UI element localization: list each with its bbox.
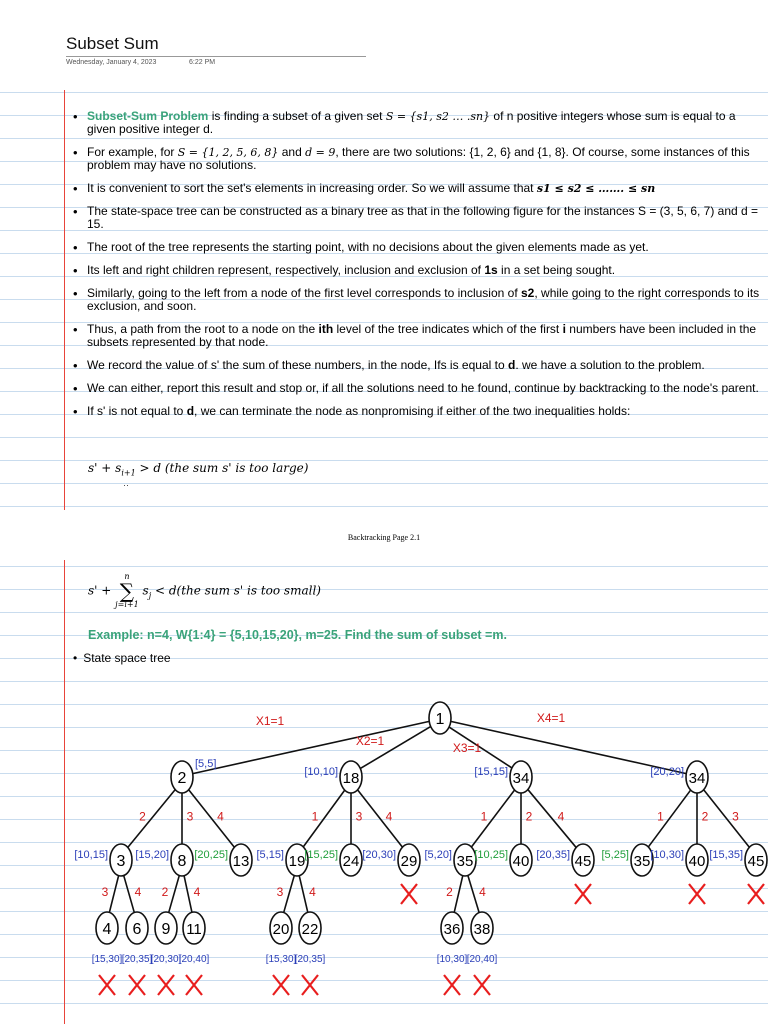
- node-range: [15,15]: [474, 766, 508, 778]
- tree-edge: [299, 875, 308, 913]
- edge-label: 2: [161, 885, 169, 899]
- formula-too-small: [88, 572, 321, 610]
- bullet-text: The state-space tree can be constructed as a binary tree as that in the following figure for the instances S = (3, 5, 6, 7) and d = 15.: [87, 204, 759, 231]
- formula-text: s' + s: [88, 461, 122, 475]
- tree-edge: [303, 790, 345, 848]
- formula-too-large: [88, 461, 308, 477]
- bullet-text: level of the tree indicates which of the first: [333, 322, 563, 336]
- tree-edge: [128, 789, 176, 848]
- bullet-text: of n positive integers whose sum is equal to a given positive integer d.: [87, 109, 736, 136]
- node-label: 34: [512, 770, 530, 787]
- tree-edge: [188, 789, 234, 847]
- bullet-text: Its left and right children represent, respectively, inclusion and exclusion of: [87, 263, 485, 277]
- bullet-item: [73, 405, 763, 418]
- node-range: [5,20]: [424, 849, 452, 861]
- node-range: [20,35]: [536, 849, 570, 861]
- bullet-list: [73, 110, 763, 428]
- bullet-text: We can either, report this result and stop or, if all the solutions need to he found, continue by backtracking to the node's parent.: [87, 381, 759, 395]
- bullet-item: [73, 182, 763, 195]
- bullet-item: [73, 359, 763, 372]
- node-label: 34: [688, 770, 706, 787]
- bullet-item: [73, 110, 763, 136]
- node-range: [20,30]: [150, 954, 182, 965]
- node-range: [15,25]: [304, 849, 338, 861]
- node-label: 22: [301, 921, 319, 938]
- edge-label: 4: [309, 885, 316, 899]
- bold-term: d: [186, 404, 195, 418]
- node-range: [20,40]: [178, 954, 210, 965]
- edge-label: 3: [732, 809, 739, 824]
- tree-edge: [109, 875, 119, 913]
- tree-edge: [169, 875, 180, 913]
- formula-text: s' +: [88, 583, 116, 598]
- tree-edge: [284, 875, 295, 913]
- page-title: Subset Sum: [66, 34, 159, 53]
- node-label: 6: [132, 921, 142, 938]
- node-range: [10,15]: [74, 849, 108, 861]
- edge-label: 2: [446, 885, 453, 899]
- math-inline: S = {1, 2, 5, 6, 8}: [177, 146, 279, 159]
- node-label: 13: [232, 853, 250, 870]
- node-label: 35: [456, 853, 474, 870]
- formula-subscript: i+1: [121, 468, 136, 478]
- node-label: 1: [435, 711, 445, 728]
- bullet-text: The root of the tree represents the starting point, with no decisions about the given elements made as yet.: [87, 240, 649, 254]
- summation: [115, 572, 139, 610]
- bullet-text: numbers have been included in the subsets represented by that node.: [87, 322, 757, 349]
- state-space-label: • State space tree: [73, 651, 171, 665]
- bold-term: ith: [318, 322, 334, 336]
- tree-edge: [525, 789, 577, 848]
- sum-lower-limit: j=i+1: [115, 600, 139, 609]
- bullet-text: , we can terminate the node as nonpromising if either of the two inequalities holds:: [194, 404, 631, 418]
- branch-label: X3=1: [452, 741, 482, 755]
- node-label: 40: [512, 853, 530, 870]
- branch-label: X1=1: [255, 714, 285, 728]
- edge-label: 4: [385, 809, 393, 824]
- sum-upper-limit: n: [124, 572, 130, 581]
- bullet-item: [73, 287, 763, 313]
- node-range: [10,30]: [650, 849, 684, 861]
- node-range: [5,25]: [601, 849, 629, 861]
- node-label: 35: [633, 853, 651, 870]
- bold-term: d: [507, 358, 516, 372]
- edge-label: 2: [701, 809, 709, 824]
- node-range: [10,30]: [436, 954, 468, 965]
- node-label: 45: [747, 853, 765, 870]
- node-label: 20: [272, 921, 290, 938]
- edge-label: 2: [139, 809, 146, 824]
- tree-edge: [703, 789, 749, 847]
- bullet-text: Similarly, going to the left from a node of the first level corresponds to inclusion of: [87, 286, 521, 300]
- node-range: [20,20]: [650, 766, 684, 778]
- page-date: Wednesday, January 4, 2023: [66, 59, 157, 66]
- bullet-text: For example, for: [87, 145, 178, 159]
- formula-text: s: [142, 583, 149, 598]
- example-heading: Example: n=4, W{1:4} = {5,10,15,20}, m=25. Find the sum of subset =m.: [88, 628, 507, 642]
- ruled-line: [0, 506, 768, 507]
- bullet-text: Thus, a path from the root to a node on the: [87, 322, 319, 336]
- bold-term: 1s: [484, 263, 498, 277]
- node-label: 24: [342, 853, 360, 870]
- ruled-line: [0, 681, 768, 682]
- sigma-symbol: ∑: [119, 579, 135, 603]
- edge-label: 4: [134, 885, 142, 899]
- node-range: [20,30]: [362, 849, 396, 861]
- bullet-text: and: [278, 145, 306, 159]
- node-label: 8: [177, 853, 187, 870]
- node-range: [5,15]: [256, 849, 284, 861]
- tree-edge: [357, 789, 402, 847]
- node-range: [20,35]: [294, 954, 326, 965]
- edge-label: 4: [217, 809, 224, 824]
- node-range: [20,35]: [121, 954, 153, 965]
- node-label: 3: [116, 853, 126, 870]
- margin-line-top: [64, 90, 65, 510]
- node-range: [15,30]: [265, 954, 297, 965]
- node-range: [20,25]: [194, 849, 228, 861]
- bullet-item: [73, 146, 763, 172]
- ruled-line: [0, 483, 768, 484]
- bullet-text: is finding a subset of a given set: [208, 109, 386, 123]
- node-label: 45: [574, 853, 592, 870]
- state-space-tree: [0, 690, 768, 1020]
- node-label: 9: [161, 921, 171, 938]
- bullet-text: If s' is not equal to: [87, 404, 187, 418]
- tree-edge: [471, 790, 515, 848]
- edge-label: 3: [186, 809, 194, 824]
- bullet-item: [73, 323, 763, 349]
- edge-label: 1: [480, 809, 488, 824]
- tree-edge: [648, 790, 691, 848]
- branch-label: X4=1: [536, 711, 566, 725]
- edge-label: 4: [557, 809, 565, 824]
- title-underline: [66, 56, 366, 57]
- node-range: [15,30]: [91, 954, 123, 965]
- node-range: [15,20]: [135, 849, 169, 861]
- ruled-line: [0, 92, 768, 93]
- bold-term: s2: [521, 286, 535, 300]
- node-label: 2: [177, 770, 187, 787]
- bullet-text: , there are two solutions: {1, 2, 6} and {1, 8}. Of course, some instances of this problem may have no solutions.: [87, 145, 750, 172]
- node-label: 36: [443, 921, 461, 938]
- bullet-item: [73, 264, 763, 277]
- node-range: [15,35]: [709, 849, 743, 861]
- math-inline: s1 ≤ s2 ≤ ……. ≤ sn: [536, 182, 656, 195]
- tree-edge: [468, 875, 480, 914]
- bullet-text: , while going to the right corresponds to its exclusion, and soon.: [87, 286, 760, 313]
- page-time: 6:22 PM: [189, 59, 216, 66]
- node-range: [20,40]: [466, 954, 498, 965]
- math-inline: d = 9: [305, 146, 336, 159]
- branch-label: X2=1: [355, 734, 385, 748]
- bullet-text: . we have a solution to the problem.: [515, 358, 705, 372]
- bullet-text: It is convenient to sort the set's elements in increasing order. So we will assume that: [87, 181, 537, 195]
- edge-label: 4: [193, 885, 201, 899]
- node-label: 4: [102, 921, 112, 938]
- edge-label: 4: [479, 885, 486, 899]
- edge-label: 1: [311, 809, 319, 824]
- node-label: 40: [688, 853, 706, 870]
- edge-label: 3: [355, 809, 363, 824]
- bold-term: i: [562, 322, 566, 336]
- bullet-item: [73, 205, 763, 231]
- node-label: 38: [473, 921, 491, 938]
- bullet-item: [73, 241, 763, 254]
- bullet-text: in a set being sought.: [497, 263, 616, 277]
- bullet-item: [73, 382, 763, 395]
- ruled-line: [0, 437, 768, 438]
- term-highlight: Subset-Sum Problem: [87, 109, 209, 123]
- node-range: [10,25]: [474, 849, 508, 861]
- math-inline: S = {s1, s2 … .sn}: [385, 110, 491, 123]
- ruled-line: [0, 566, 768, 567]
- edge-label: 1: [657, 809, 664, 824]
- node-range: [5,5]: [195, 758, 217, 770]
- page-footer: Backtracking Page 2.1: [347, 533, 421, 542]
- formula-text: < d(the sum s' is too small): [151, 583, 321, 598]
- formula-ellipsis: ‥: [123, 478, 130, 488]
- tree-edge: [184, 875, 192, 913]
- ruled-line: [0, 612, 768, 613]
- tree-edge: [454, 875, 463, 913]
- node-label: 19: [288, 853, 306, 870]
- node-label: 18: [342, 770, 360, 787]
- formula-text: > d (the sum s' is too large): [135, 461, 309, 475]
- formula-subscript: j: [148, 590, 152, 600]
- bullet-text: We record the value of s' the sum of these numbers, in the node, Ifs is equal to: [87, 358, 508, 372]
- edge-label: 3: [276, 885, 284, 899]
- node-label: 11: [186, 921, 202, 938]
- edge-label: 3: [101, 885, 109, 899]
- tree-edge: [124, 875, 135, 913]
- edge-label: 2: [525, 809, 533, 824]
- node-range: [10,10]: [304, 766, 338, 778]
- node-label: 29: [400, 853, 418, 870]
